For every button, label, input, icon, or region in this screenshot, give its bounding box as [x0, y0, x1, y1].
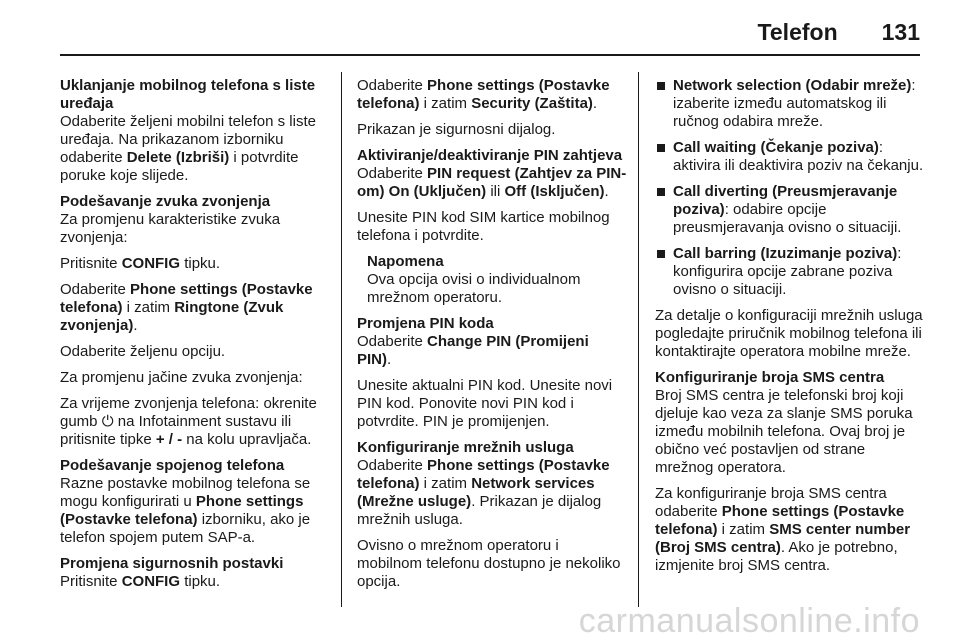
- paragraph: [60, 395, 330, 449]
- text: : aktivira ili deaktivira poziv na čekanju.: [673, 139, 924, 174]
- text: . Ako je potrebno, izmjenite broj SMS centra.: [655, 539, 898, 574]
- text: .: [133, 317, 138, 334]
- text: : izaberite između automatskog ili ručnog odabira mreže.: [673, 77, 916, 130]
- button-ref: + / -: [155, 431, 183, 448]
- menu-item-ref: Phone settings (Postavke telefona): [60, 493, 304, 528]
- column-2: [357, 77, 627, 591]
- text: : odabire opcije preusmjeravanja ovisno o situaciji.: [673, 201, 902, 236]
- paragraph: Broj SMS centra je telefonski broj koji djeluje kao veza za slanje SMS poruka između mobilnih telefona. Ovaj broj je obično već postavljen od strane mrežnog operatora.: [655, 387, 913, 476]
- column-divider-2: [638, 72, 639, 607]
- text: Odaberite: [60, 281, 131, 298]
- text: Razne postavke mobilnog telefona se mogu konfigurirati u: [60, 475, 311, 510]
- section-heading: Uklanjanje mobilnog telefona s liste uređaja: [60, 77, 316, 112]
- text: Odaberite: [357, 333, 428, 350]
- section-heading: Podešavanje spojenog telefona: [60, 457, 285, 474]
- text: i zatim: [122, 299, 175, 316]
- text: i zatim: [717, 521, 770, 538]
- bullet-icon: [657, 144, 665, 152]
- text: : konfigurira opcije zabrane poziva ovisno o situaciji.: [673, 245, 902, 298]
- section-heading: Promjena PIN koda: [357, 315, 494, 332]
- page-header: [60, 10, 920, 56]
- text: .: [592, 95, 598, 112]
- paragraph: [60, 113, 330, 185]
- text: tipku.: [180, 255, 221, 272]
- text: i zatim: [419, 95, 472, 112]
- text: Pritisnite: [60, 255, 122, 272]
- menu-item-ref: Delete (Izbriši): [126, 149, 230, 166]
- note-heading: Napomena: [367, 253, 444, 270]
- menu-item-ref: Off (Isključen): [504, 183, 605, 200]
- paragraph: Unesite aktualni PIN kod. Unesite novi PIN kod. Ponovite novi PIN kod i potvrdite. PIN je promijenjen.: [357, 377, 613, 430]
- paragraph: Za detalje o konfiguraciji mrežnih usluga pogledajte priručnik mobilnog telefona ili kontaktirajte operatora mobilne mreže.: [655, 307, 923, 360]
- menu-item-ref: Call diverting (Preusmjeravanje poziva): [673, 183, 898, 218]
- paragraph: [357, 333, 627, 369]
- menu-item-ref: Call barring (Izuzimanje poziva): [673, 245, 898, 262]
- button-ref: CONFIG: [121, 255, 181, 272]
- paragraph: [60, 573, 330, 591]
- text: na kolu upravljača.: [182, 431, 312, 448]
- section-heading: Konfiguriranje broja SMS centra: [655, 369, 885, 386]
- text: Za konfiguriranje broja SMS centra odaberite: [655, 485, 887, 520]
- paragraph: [60, 475, 330, 547]
- menu-item-ref: Security (Zaštita): [471, 95, 593, 112]
- menu-item-ref: Network selection (Odabir mreže): [673, 77, 912, 94]
- section-heading: Podešavanje zvuka zvonjenja: [60, 193, 271, 210]
- bullet-icon: [657, 82, 665, 90]
- menu-item-ref: PIN request (Zahtjev za PIN-om) On (Uključen): [357, 165, 627, 200]
- bullet-item: [655, 245, 925, 299]
- menu-item-ref: Phone settings (Postavke telefona): [655, 503, 905, 538]
- text: Odaberite željeni mobilni telefon s liste uređaja. Na prikazanom izborniku odaberite: [60, 113, 316, 166]
- paragraph: [60, 281, 330, 335]
- text: na Infotainment sustavu ili pritisnite tipke: [60, 413, 292, 448]
- bullet-item: [655, 77, 925, 131]
- paragraph: [60, 255, 330, 273]
- text: .: [387, 351, 392, 368]
- column-3: [655, 77, 925, 575]
- text: Odaberite: [357, 77, 428, 94]
- bullet-icon: [657, 250, 665, 258]
- column-1: [60, 77, 330, 591]
- note-text: Ova opcija ovisi o individualnom mrežnom operatoru.: [367, 271, 581, 306]
- page-number: 131: [881, 18, 920, 45]
- watermark: carmanualsonline.info: [578, 602, 920, 640]
- bullet-item: [655, 139, 925, 175]
- menu-item-ref: Ringtone (Zvuk zvonjenja): [60, 299, 284, 334]
- section-heading: Aktiviranje/deaktiviranje PIN zahtjeva: [357, 147, 623, 164]
- paragraph: [357, 457, 627, 529]
- paragraph: Prikazan je sigurnosni dijalog.: [357, 121, 556, 138]
- bullet-icon: [657, 188, 665, 196]
- text: izborniku, ako je telefon spojem putem SAP-a.: [60, 511, 311, 546]
- menu-item-ref: Phone settings (Postavke telefona): [357, 457, 610, 492]
- paragraph: Za promjenu karakteristike zvuka zvonjenja:: [60, 211, 281, 246]
- menu-item-ref: Call waiting (Čekanje poziva): [673, 139, 879, 156]
- text: Odaberite: [357, 457, 428, 474]
- text: ili: [486, 183, 505, 200]
- note-box: [357, 253, 627, 307]
- paragraph: Unesite PIN kod SIM kartice mobilnog telefona i potvrdite.: [357, 209, 610, 244]
- text: .: [604, 183, 609, 200]
- section-heading: Promjena sigurnosnih postavki: [60, 555, 284, 572]
- paragraph: Odaberite željenu opciju.: [60, 343, 226, 360]
- menu-item-ref: Network services (Mrežne usluge): [357, 475, 595, 510]
- paragraph: Ovisno o mrežnom operatoru i mobilnom telefonu dostupno je nekoliko opcija.: [357, 537, 621, 590]
- menu-item-ref: Phone settings (Postavke telefona): [60, 281, 313, 316]
- text: i zatim: [419, 475, 472, 492]
- bullet-item: [655, 183, 925, 237]
- menu-item-ref: Change PIN (Promijeni PIN): [357, 333, 589, 368]
- page-title: Telefon: [757, 18, 838, 45]
- column-divider-1: [341, 72, 342, 607]
- paragraph: [357, 165, 627, 201]
- menu-item-ref: SMS center number (Broj SMS centra): [655, 521, 911, 556]
- text: Za vrijeme zvonjenja telefona: okrenite gumb: [60, 395, 317, 430]
- text: tipku.: [180, 573, 221, 590]
- paragraph: Za promjenu jačine zvuka zvonjenja:: [60, 369, 303, 386]
- text: . Prikazan je dijalog mrežnih usluga.: [357, 493, 602, 528]
- text: i potvrdite poruke koje slijede.: [60, 149, 299, 184]
- menu-item-ref: Phone settings (Postavke telefona): [357, 77, 610, 112]
- paragraph: [357, 77, 627, 113]
- section-heading: Konfiguriranje mrežnih usluga: [357, 439, 574, 456]
- text: Pritisnite: [60, 573, 122, 590]
- power-knob-icon: ⏻: [101, 413, 114, 430]
- button-ref: CONFIG: [121, 573, 181, 590]
- paragraph: [655, 485, 925, 575]
- text: Odaberite: [357, 165, 428, 182]
